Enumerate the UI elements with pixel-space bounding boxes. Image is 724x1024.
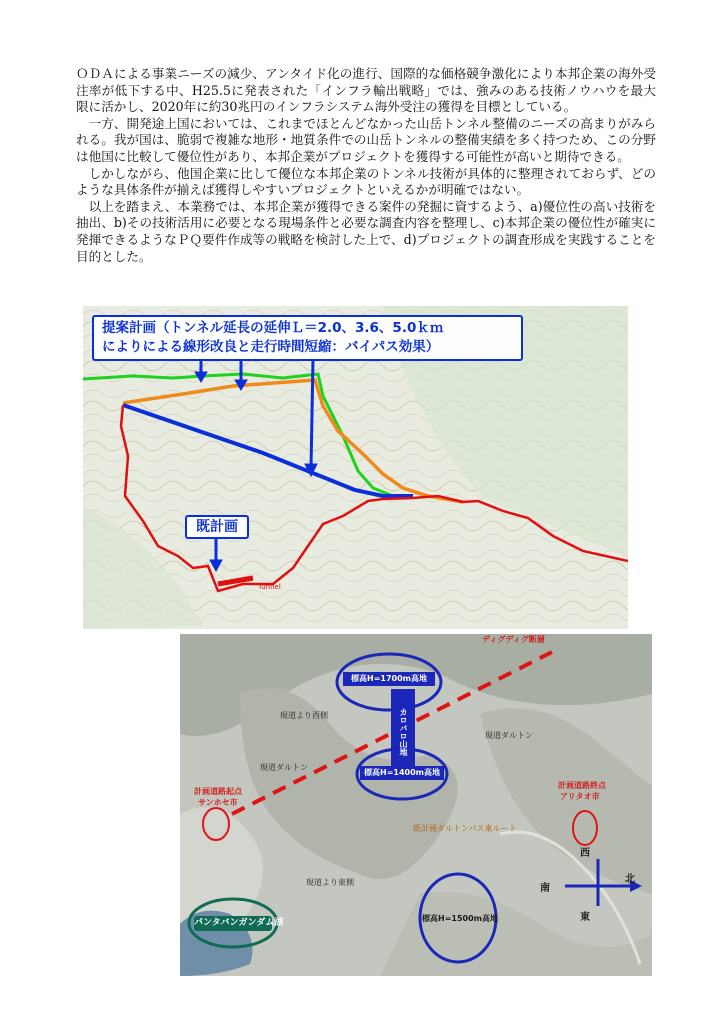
compass-south: 南	[540, 883, 550, 894]
end-point-label-2: アリタオ市	[560, 792, 600, 801]
west-of-current-label: 現道より西側	[280, 711, 328, 720]
dam-lake-label: パンタバンガンダム湖	[194, 916, 272, 931]
paragraph-1: ＯＤＡによる事業ニーズの減少、アンタイド化の進行、国際的な価格競争激化により本邦企業の海外受注率が低下する中、H25.5に発表された「インフラ輸出戦略」では、強みのある技術ノウハウを最大限に活かし、2020年に約30兆円のインフラシステム海外受注の獲得を目標としている。	[76, 66, 656, 115]
dalton-current-right-label: 現道ダルトン	[485, 731, 533, 740]
dalton-current-left-label: 現道ダルトン	[260, 763, 308, 772]
proposal-callout-line2: によりによる線形改良と走行時間短縮：バイパス効果）	[102, 339, 440, 355]
plateau-1500-label: 標高H=1500m高地	[422, 914, 498, 923]
proposal-plan-callout	[92, 315, 523, 361]
compass-west: 西	[580, 848, 590, 859]
fault-label: ディグディグ断層	[482, 635, 545, 644]
plateau-1700-label: 標高H=1700m高地	[343, 672, 435, 686]
paragraph-3: しかしながら、他国企業に比して優位な本邦企業のトンネル技術が具体的に整理されておらず、どのような具体条件が揃えば獲得しやすいプロジェクトといえるかが明確ではない。	[76, 165, 656, 198]
body-text	[76, 66, 656, 265]
existing-plan-callout: 既計画	[185, 515, 249, 539]
plateau-1400-label: 標高H=1400m高地	[360, 766, 444, 780]
paragraph-2: 一方、開発途上国においては、これまでほとんどなかった山岳トンネル整備のニーズの高まりがみられる。我が国は、脆弱で複雑な地形・地質条件での山岳トンネルの整備実績を多く持つため、この分野は他国に比較して優位性があり、本邦企業がプロジェクトを獲得する可能性が高いと期待できる。	[76, 115, 656, 164]
start-point-label-2: サンホセ市	[198, 798, 238, 807]
east-of-current-label: 現道より東側	[306, 878, 354, 887]
tunnel-label: Tunnel	[258, 583, 281, 591]
compass-east: 東	[580, 912, 590, 923]
relief-map	[180, 634, 652, 976]
proposal-callout-line1: 提案計画（トンネル延長の延伸Ｌ＝2.0、3.6、5.0ｋｍ	[102, 320, 444, 336]
caraballo-label: カロバロ山地	[399, 708, 408, 756]
paragraph-4: 以上を踏まえ、本業務では、本邦企業が獲得できる案件の発掘に資するよう、a)優位性の高い技術を抽出、b)その技術活用に必要となる現場条件と必要な調査内容を整理し、c)本邦企業の優位性が確実に発揮できるようなＰＱ要件作成等の戦略を検討した上で、d)プロジェクトの調査形成を実践することを目的とした。	[76, 198, 656, 264]
existing-bypass-label: 既計画ダルトンパス東ルート	[413, 824, 517, 833]
start-point-label-1: 計画道路起点	[194, 787, 242, 796]
compass-north: 北	[625, 874, 635, 885]
end-point-label-1: 計画道路終点	[558, 781, 606, 790]
